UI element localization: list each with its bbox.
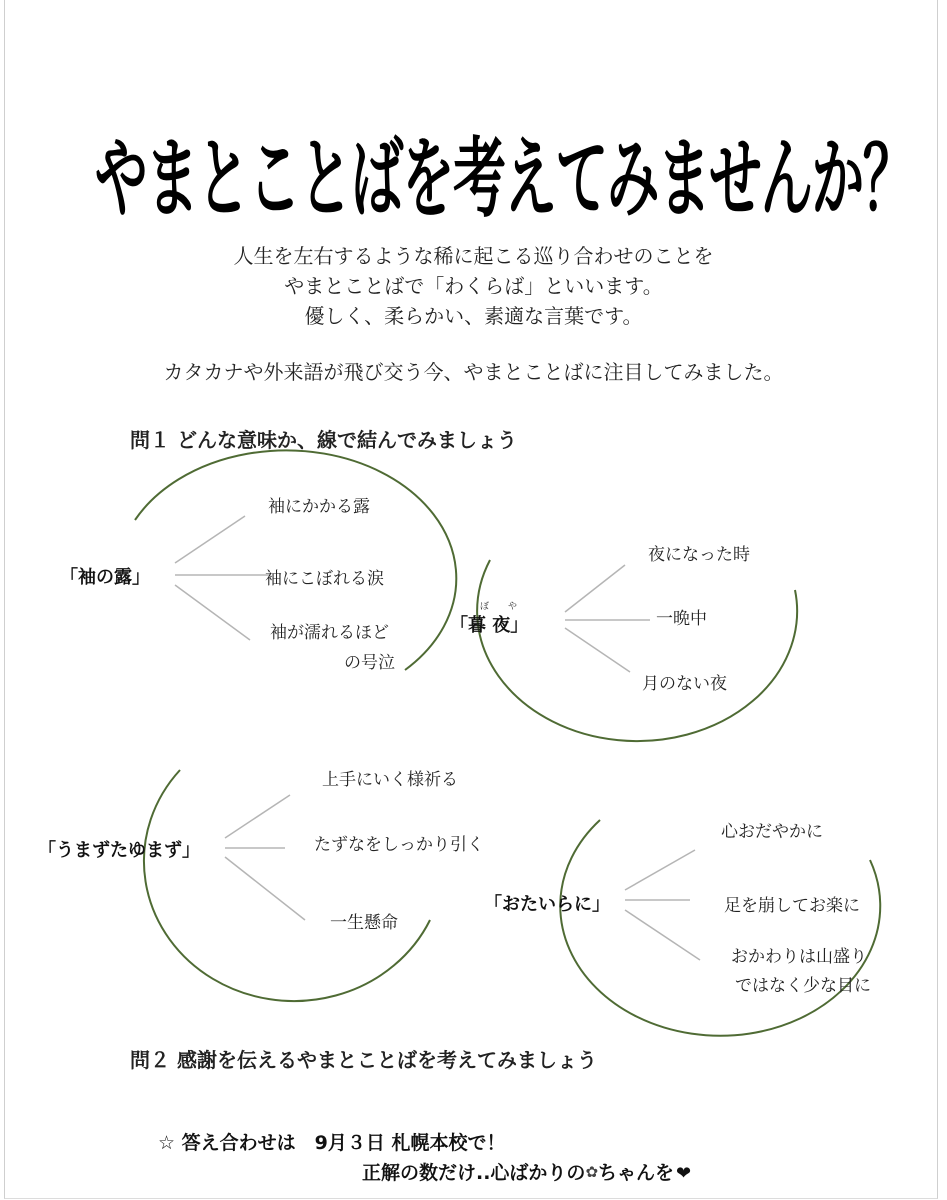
connector-line: [565, 565, 625, 612]
group-4-circle: [560, 820, 880, 1036]
prize-notice: [362, 1158, 691, 1185]
intro-line-2: やまとことばで「わくらば」といいます。: [284, 274, 663, 298]
connector-line: [625, 910, 700, 960]
option-label: たずなをしっかり引く: [314, 835, 484, 855]
candy-icon: ✿: [585, 1163, 599, 1181]
option-label: 上手にいく様祈る: [322, 770, 458, 790]
option-label: 一晩中: [656, 609, 707, 629]
group-2-circle: [477, 560, 797, 741]
option-label: おかわりは山盛り: [731, 947, 867, 967]
term-umazu-tayumazu: 「うまずたゆまず」: [38, 840, 200, 861]
option-label: 月のない夜: [642, 674, 727, 694]
option-label: 夜になった時: [648, 545, 750, 565]
term-sode-no-tsuyu: 「袖の露」: [60, 567, 150, 588]
option-label: 袖にこぼれる涙: [265, 569, 384, 589]
intro-line-3: 優しく、柔らかい、素適な言葉です。: [304, 304, 643, 328]
term-otaira-ni: 「おたいらに」: [484, 894, 610, 915]
option-label: の号泣: [344, 653, 395, 673]
option-label: 心おだやかに: [721, 822, 823, 842]
option-label: 一生懸命: [330, 913, 398, 933]
connector-line: [175, 585, 250, 640]
heart-icon: ❤: [676, 1163, 692, 1184]
connector-line: [625, 850, 695, 890]
answer-notice: ☆ 答え合わせは 9月３日 札幌本校で！: [158, 1132, 506, 1154]
question-1-heading: 問１ どんな意味か、線で結んでみましょう: [130, 428, 517, 452]
ruby-ya: や: [508, 602, 518, 612]
connector-line: [225, 795, 290, 838]
intro-line-4: カタカナや外来語が飛び交う今、やまとことばに注目してみました。: [163, 360, 784, 384]
connector-line: [565, 628, 630, 672]
connector-line: [175, 516, 245, 563]
group-3-circle: [144, 770, 430, 1001]
prize-notice-text: 正解の数だけ..心ばかりの: [362, 1162, 586, 1184]
connector-line: [225, 857, 305, 920]
question-2-heading: 問２ 感謝を伝えるやまとことばを考えてみましょう: [130, 1048, 597, 1072]
option-label: 足を崩してお楽に: [724, 896, 860, 916]
term-boya: 「暮 夜」: [450, 615, 529, 636]
intro-line-1: 人生を左右するような稀に起こる巡り合わせのことを: [233, 244, 714, 268]
prize-notice-end: ちゃんを: [598, 1162, 675, 1184]
ruby-bo: ぼ: [480, 602, 490, 612]
page-title: やまとことばを考えてみませんか？: [94, 127, 914, 230]
option-label: 袖にかかる露: [268, 497, 370, 517]
option-label: 袖が濡れるほど: [270, 623, 389, 643]
option-label: ではなく少な目に: [735, 976, 871, 996]
